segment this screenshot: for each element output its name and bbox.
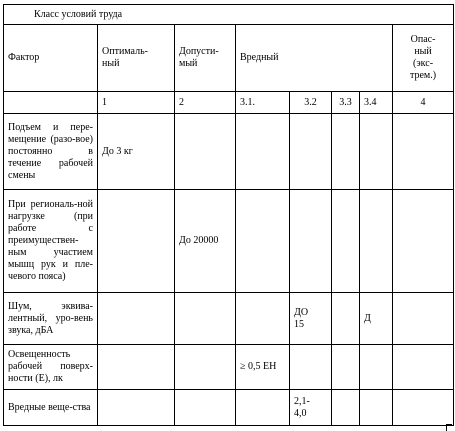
table-row [4, 114, 454, 190]
header-harmful: Вредный [236, 25, 393, 92]
class-number-row [4, 92, 454, 114]
class-4-cell [393, 390, 454, 426]
class-4-cell [393, 345, 454, 390]
table-row [4, 345, 454, 390]
class-3-3-cell [332, 114, 360, 190]
factor-cell: Вредные веще-ства [4, 390, 98, 426]
class-3-1-cell [236, 190, 290, 293]
table-title-row [4, 5, 454, 25]
table-row [4, 390, 454, 426]
class-3-2-cell: ДО 15 [290, 293, 332, 345]
class-3-2-cell [290, 190, 332, 293]
class-3-1-cell: ≥ 0,5 ЕН [236, 345, 290, 390]
class-3-4-cell [360, 190, 393, 293]
table-row [4, 190, 454, 293]
factor-cell: При региональ-ной нагрузке (при работе с преимуществен-ным участием мышц рук и пле-чевого пояса) [4, 190, 98, 293]
class-number: 3.3 [332, 92, 360, 114]
optimal-cell [98, 345, 175, 390]
class-3-1-cell [236, 293, 290, 345]
factor-cell: Освещенность рабочей поверх-ности (Е), лк [4, 345, 98, 390]
class-3-1-cell [236, 114, 290, 190]
optimal-cell [98, 293, 175, 345]
class-3-1-cell [236, 390, 290, 426]
class-number: 3.2 [290, 92, 332, 114]
class-3-4-cell: Д [360, 293, 393, 345]
class-4-cell [393, 114, 454, 190]
permissible-cell [175, 390, 236, 426]
table-row [4, 293, 454, 345]
header-permissible: Допусти- мый [175, 25, 236, 92]
class-number: 4 [393, 92, 454, 114]
class-4-cell [393, 190, 454, 293]
header-factor: Фактор [4, 25, 98, 92]
optimal-cell [98, 390, 175, 426]
class-3-2-cell [290, 345, 332, 390]
factor-cell: Подъем и пере-мещение (разо-вое) постоянно в течение рабочей смены [4, 114, 98, 190]
factor-cell: Шум, эквива-лентный, уро-вень звука, дБА [4, 293, 98, 345]
table-title: Класс условий труда [4, 5, 454, 25]
class-3-2-cell: 2,1- 4,0 [290, 390, 332, 426]
class-number: 1 [98, 92, 175, 114]
permissible-cell [175, 345, 236, 390]
permissible-cell [175, 114, 236, 190]
class-3-3-cell [332, 293, 360, 345]
class-3-4-cell [360, 345, 393, 390]
working-conditions-table [3, 4, 454, 426]
optimal-cell: До 3 кг [98, 114, 175, 190]
class-3-4-cell [360, 114, 393, 190]
class-number-blank [4, 92, 98, 114]
class-4-cell [393, 293, 454, 345]
class-number: 3.4 [360, 92, 393, 114]
class-number: 3.1. [236, 92, 290, 114]
class-3-4-cell [360, 390, 393, 426]
class-number: 2 [175, 92, 236, 114]
class-3-2-cell [290, 114, 332, 190]
class-3-3-cell [332, 345, 360, 390]
class-3-3-cell [332, 190, 360, 293]
permissible-cell [175, 293, 236, 345]
class-3-3-cell [332, 390, 360, 426]
header-row [4, 25, 454, 92]
header-optimal: Оптималь- ный [98, 25, 175, 92]
permissible-cell: До 20000 [175, 190, 236, 293]
page-corner-mark [446, 424, 452, 431]
header-dangerous: Опас- ный (экс- трем.) [393, 25, 454, 92]
optimal-cell [98, 190, 175, 293]
